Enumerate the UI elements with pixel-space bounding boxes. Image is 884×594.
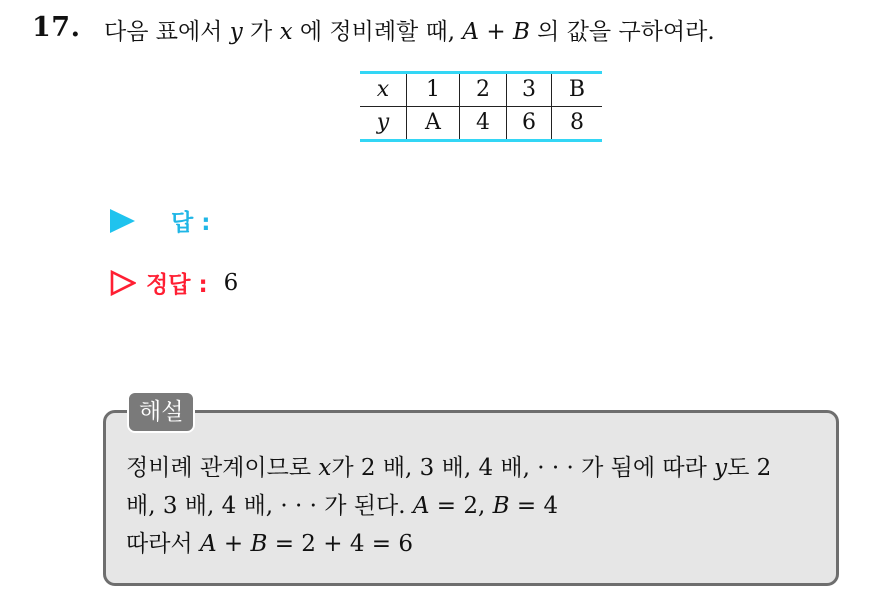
explanation-line — [126, 487, 831, 525]
math-variable-b: B — [512, 19, 530, 45]
math-variable-a: A — [412, 493, 430, 519]
outline-triangle-icon — [110, 270, 136, 296]
explanation-text-part: 도 2 — [727, 455, 772, 481]
explanation-text — [126, 449, 831, 563]
table-row-y — [360, 107, 602, 141]
question-text-part: 에 정비례할 때, — [292, 19, 463, 45]
correct-answer-label: 정답 : — [146, 272, 208, 298]
filled-triangle-icon — [110, 209, 135, 233]
math-variable-y: y — [714, 455, 728, 481]
math-variable-x: x — [279, 19, 293, 45]
question-text-part: 가 — [242, 19, 280, 45]
table-cell: 8 — [552, 107, 603, 141]
table-cell: 3 — [507, 73, 552, 107]
math-variable-x: x — [318, 455, 332, 481]
math-variable-b: B — [250, 531, 268, 557]
table-header-cell-y: y — [376, 110, 390, 135]
question-number: 17. — [32, 12, 81, 43]
explanation-text-part: 따라서 — [126, 531, 200, 557]
math-variable-a: A — [199, 531, 217, 557]
question-text-part: 의 값을 구하여라. — [529, 19, 715, 45]
explanation-line — [126, 449, 831, 487]
explanation-text-part: = 2 + 4 = 6 — [267, 531, 413, 557]
math-variable-y: y — [229, 19, 243, 45]
answer-label: 답 : — [171, 210, 211, 236]
answer-row — [110, 204, 210, 237]
table-cell: 6 — [507, 107, 552, 141]
explanation-text-part: 정비례 관계이므로 — [126, 455, 319, 481]
math-operator: + — [479, 19, 513, 45]
explanation-text-part: = 2, — [429, 493, 493, 519]
proportion-table — [360, 71, 602, 142]
explanation-tag: 해설 — [127, 391, 195, 433]
table-cell: A — [407, 107, 460, 141]
math-variable-b: B — [492, 493, 510, 519]
table-cell: B — [552, 73, 603, 107]
explanation-text-part: 배, 3 배, 4 배, · · · 가 된다. — [126, 493, 413, 519]
table-header-cell-x: x — [360, 73, 407, 107]
math-variable-a: A — [462, 19, 480, 45]
explanation-line — [126, 525, 831, 563]
correct-answer-row — [110, 266, 238, 299]
question-text-part: 다음 표에서 — [104, 19, 230, 45]
question-text — [104, 13, 715, 46]
explanation-text-part: 가 2 배, 3 배, 4 배, · · · 가 됨에 따라 — [331, 455, 715, 481]
correct-answer-value: 6 — [223, 269, 239, 296]
table-cell: 1 — [407, 73, 460, 107]
explanation-text-part: = 4 — [509, 493, 559, 519]
table-cell: 4 — [460, 107, 507, 141]
table-row-x — [360, 73, 602, 107]
table-cell: 2 — [460, 73, 507, 107]
math-operator: + — [216, 531, 251, 557]
